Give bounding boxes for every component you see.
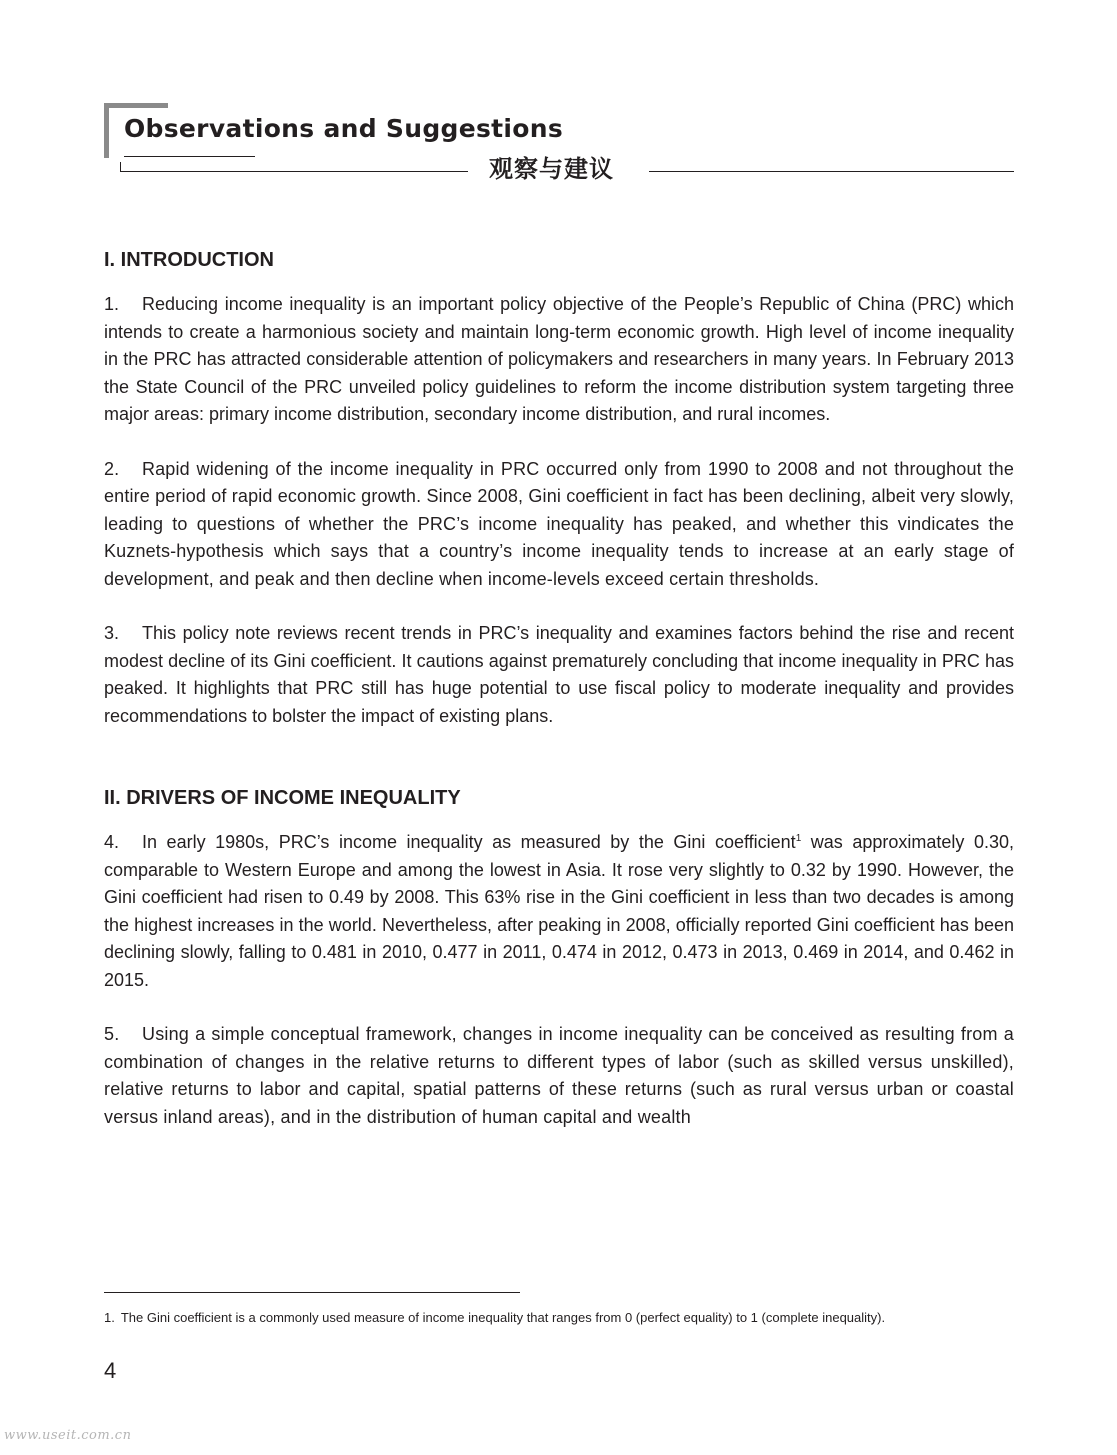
header-title-underline	[124, 156, 255, 157]
paragraph-3	[104, 620, 1014, 730]
paragraph-text: Rapid widening of the income inequality in PRC occurred only from 1990 to 2008 and not throughout the entire period of rapid economic growth. Since 2008, Gini coefficient in fact has been declining, albeit very slowly, leading to questions of whether the PRC’s income inequality has peaked, and whether this vindicates the Kuznets-hypothesis which says that a country’s income inequality tends to increase at an early stage of development, and peak and then decline when income-levels exceed certain thresholds.	[104, 458, 1014, 589]
paragraph-number: 4.	[104, 832, 120, 852]
paragraph-4	[104, 829, 1014, 994]
paragraph-number: 1.	[104, 294, 120, 314]
watermark: www.useit.com.cn	[4, 1428, 132, 1443]
page-number: 4	[104, 1358, 117, 1383]
paragraph-number: 5.	[104, 1024, 120, 1044]
footnote-text: The Gini coefficient is a commonly used measure of income inequality that ranges from 0 (perfect equality) to 1 (complete inequality).	[120, 1310, 886, 1325]
paragraph-text: Reducing income inequality is an important policy objective of the People’s Republic of China (PRC) which intends to create a harmonious society and maintain long-term economic growth. High level of income inequality in the PRC has attracted considerable attention of policymakers and researchers in many years. In February 2013 the State Council of the PRC unveiled policy guidelines to reform the income distribution system targeting three major areas: primary income distribution, secondary income distribution, and rural incomes.	[104, 294, 1014, 424]
header-rule-left	[120, 162, 468, 172]
section-heading-drivers: II. DRIVERS OF INCOME INEQUALITY	[104, 787, 461, 809]
paragraph-text: was approximately 0.30, comparable to Western Europe and among the lowest in Asia. It rose very slightly to 0.32 by 1990. However, the Gini coefficient had risen to 0.49 by 2008. This 63% rise in the Gini coefficient in less than two decades is among the highest increases in the world. Nevertheless, after peaking in 2008, officially reported Gini coefficient has been declining slowly, falling to 0.481 in 2010, 0.477 in 2011, 0.474 in 2012, 0.473 in 2013, 0.469 in 2014, and 0.462 in 2015.	[104, 832, 1014, 990]
paragraph-number: 3.	[104, 623, 120, 643]
paragraph-1	[104, 291, 1014, 429]
main-content	[104, 244, 1014, 1131]
footnote-reference[interactable]: 1	[795, 833, 802, 844]
footnote	[104, 1309, 1014, 1327]
footnote-divider	[104, 1292, 520, 1293]
header-rule-right	[649, 171, 1014, 172]
header-title-en: Observations and Suggestions	[124, 114, 564, 143]
footnote-number: 1.	[104, 1310, 115, 1325]
paragraph-text: In early 1980s, PRC’s income inequality as measured by the Gini coefficient	[142, 832, 796, 852]
paragraph-5	[104, 1021, 1014, 1131]
paragraph-number: 2.	[104, 458, 120, 479]
paragraph-text: Using a simple conceptual framework, changes in income inequality can be conceived as resulting from a combination of changes in the relative returns to different types of labor (such as skilled versus unskilled), relative returns to labor and capital, spatial patterns of these returns (such as rural versus urban or coastal versus inland areas), and in the distribution of human capital and wealth	[104, 1024, 1014, 1127]
header-title-cn: 观察与建议	[489, 155, 614, 183]
section-heading-introduction: I. INTRODUCTION	[104, 249, 274, 271]
paragraph-text: This policy note reviews recent trends in PRC’s inequality and examines factors behind the rise and recent modest decline of its Gini coefficient. It cautions against prematurely concluding that income inequality in PRC has peaked. It highlights that PRC still has huge potential to use fiscal policy to moderate inequality and provides recommendations to bolster the impact of existing plans.	[104, 623, 1014, 726]
paragraph-2	[104, 456, 1014, 594]
